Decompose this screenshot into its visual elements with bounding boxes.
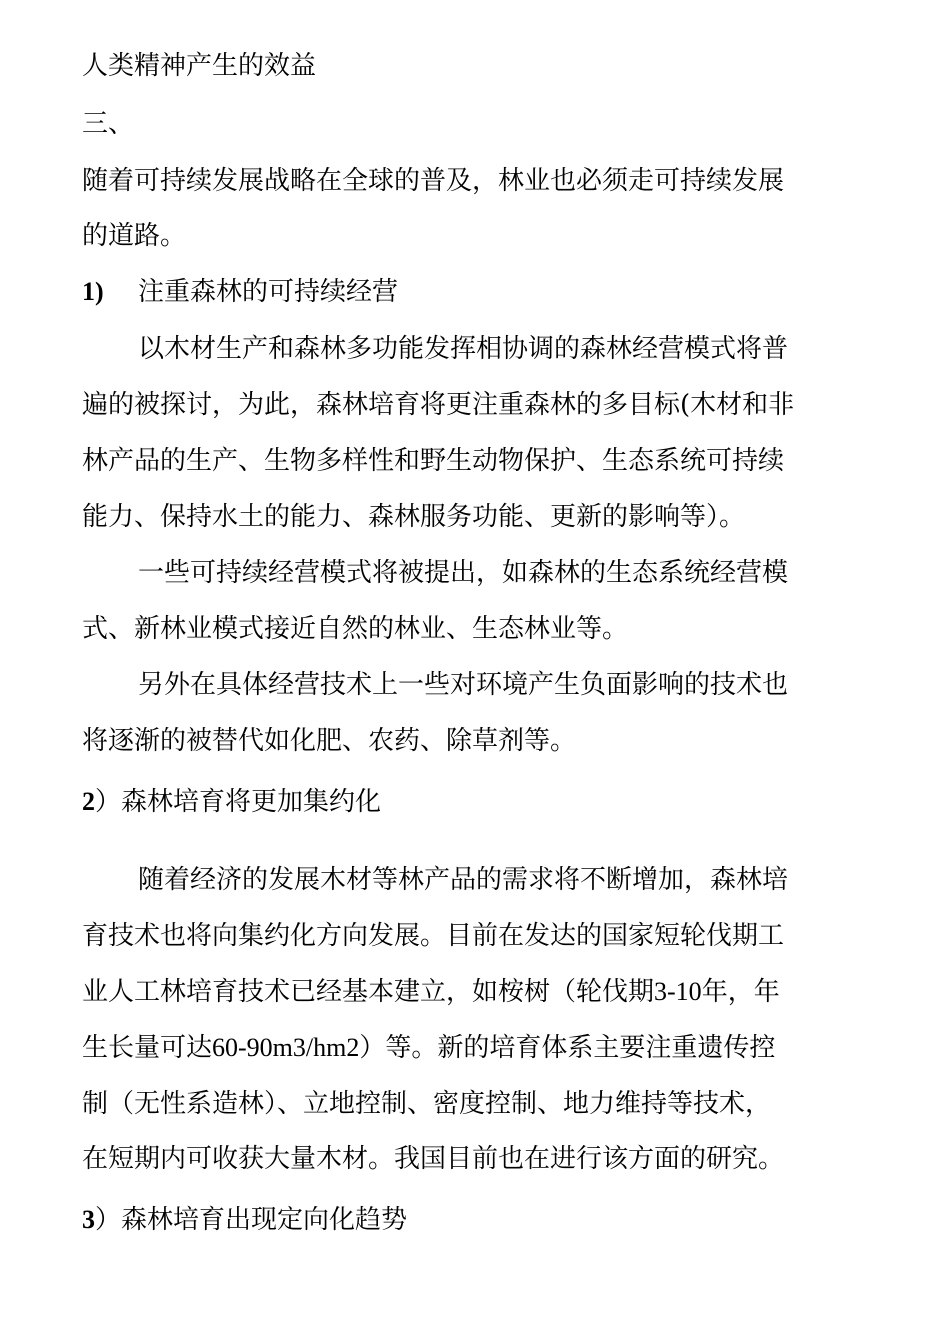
text-line: 随着可持续发展战略在全球的普及，林业也必须走可持续发展 <box>82 166 785 196</box>
paragraph-line: 一些可持续经营模式将被提出，如森林的生态系统经营模 <box>138 558 789 588</box>
heading-3 <box>82 1205 407 1235</box>
section-number: 三、 <box>82 109 135 139</box>
heading-number: 1) <box>82 277 104 306</box>
text-segment: 业人工林培育技术已经基本建立，如桉树（轮伐期 <box>82 977 655 1007</box>
text-segment: 60-90m3/hm2 <box>212 1033 360 1062</box>
paragraph-line: 另外在具体经营技术上一些对环境产生负面影响的技术也 <box>138 670 789 700</box>
heading-number: 3 <box>82 1205 95 1234</box>
paragraph-line: 育技术也将向集约化方向发展。目前在发达的国家短轮伐期工 <box>82 921 785 951</box>
heading-2 <box>82 787 381 817</box>
paragraph-line: 随着经济的发展木材等林产品的需求将不断增加，森林培 <box>138 865 789 895</box>
paragraph-line: 制（无性系造林）、立地控制、密度控制、地力维持等技术， <box>82 1089 772 1119</box>
text-segment: 生长量可达 <box>82 1033 213 1063</box>
paragraph-line: 遍的被探讨，为此，森林培育将更注重森林的多目标(木材和非 <box>82 390 795 420</box>
paragraph-line: 将逐渐的被替代如化肥、农药、除草剂等。 <box>82 726 577 756</box>
paragraph-line <box>82 1033 775 1063</box>
paragraph-line: 在短期内可收获大量木材。我国目前也在进行该方面的研究。 <box>82 1144 785 1174</box>
text-line: 人类精神产生的效益 <box>82 51 317 81</box>
paragraph-line: 式、新林业模式接近自然的林业、生态林业等。 <box>82 614 629 644</box>
text-segment: 年，年 <box>701 977 780 1007</box>
text-segment: 3-10 <box>654 977 702 1006</box>
text-line: 的道路。 <box>82 221 187 251</box>
heading-number: 2 <box>82 787 95 816</box>
text-segment: ）等。新的培育体系主要注重遗传控 <box>359 1033 776 1063</box>
heading-text: ）森林培育将更加集约化 <box>95 787 382 817</box>
paragraph-line: 能力、保持水土的能力、森林服务功能、更新的影响等）。 <box>82 502 746 532</box>
heading-text: ）森林培育出现定向化趋势 <box>95 1205 408 1235</box>
paragraph-line: 林产品的生产、生物多样性和野生动物保护、生态系统可持续 <box>82 446 785 476</box>
paragraph-line <box>82 977 780 1007</box>
heading-1 <box>82 277 398 307</box>
heading-text: 注重森林的可持续经营 <box>138 277 399 307</box>
paragraph-line: 以木材生产和森林多功能发挥相协调的森林经营模式将普 <box>138 334 789 364</box>
